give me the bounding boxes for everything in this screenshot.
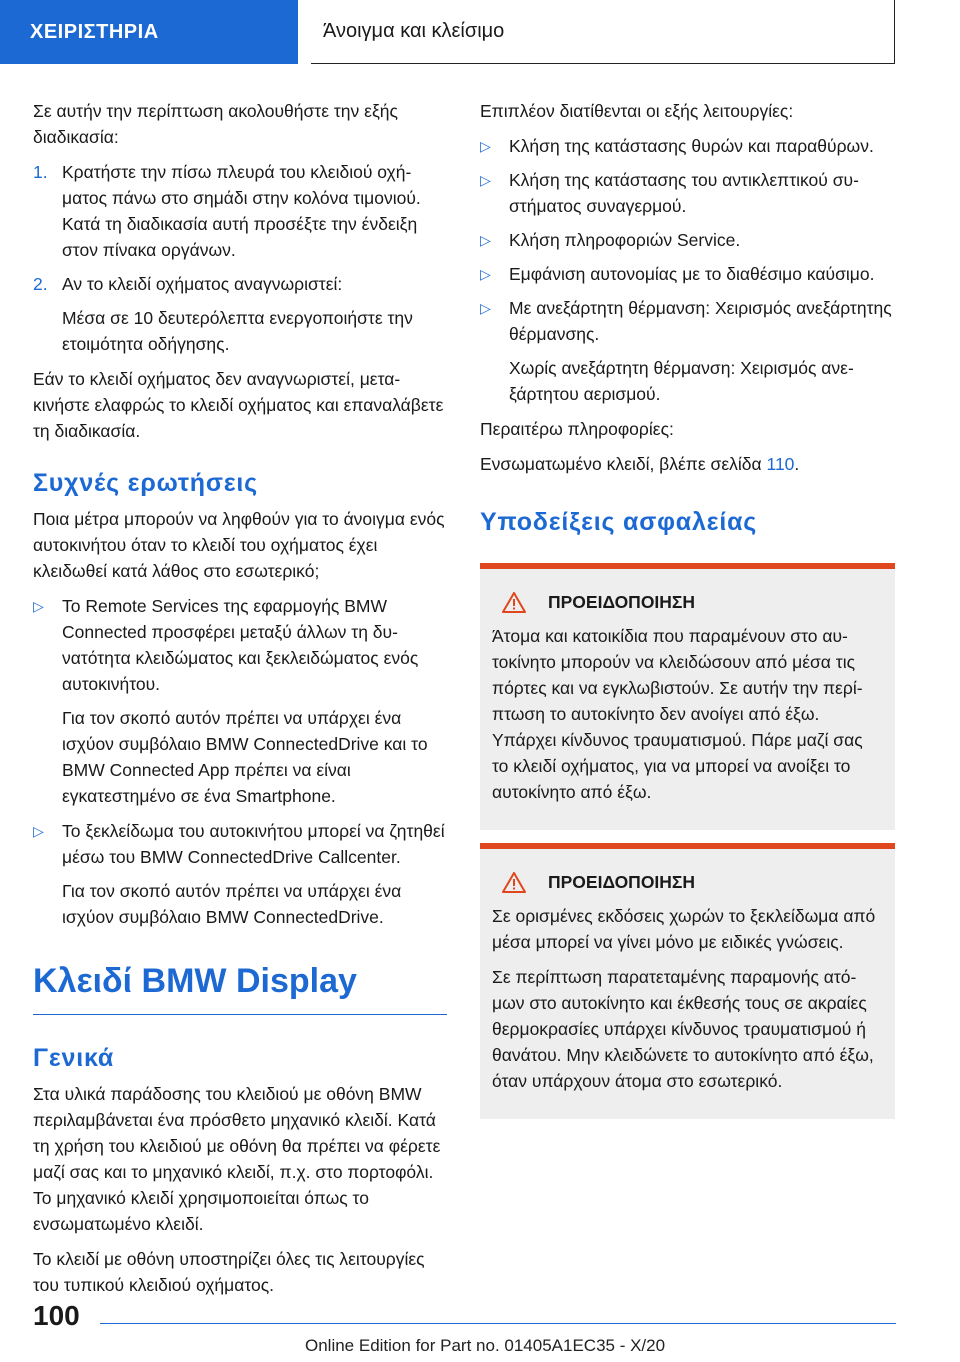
feature-bullet xyxy=(480,167,895,219)
feature-bullet xyxy=(480,227,895,253)
bullet-text: Εμφάνιση αυτονομίας με το διαθέσιμο καύσιμο. xyxy=(509,264,875,284)
general-paragraph-2: Το κλειδί με οθόνη υποστηρίζει όλες τις λειτουργίες του τυπικού κλειδιού οχήματος. xyxy=(33,1249,425,1295)
triangle-right-icon: ▷ xyxy=(33,598,44,614)
warning-title: ΠΡΟΕΙΔΟΠΟΙΗΣΗ xyxy=(548,592,696,612)
step-2 xyxy=(33,271,447,297)
online-edition-text: Online Edition for Part no. 01405A1EC35 - X/20 xyxy=(305,1336,666,1355)
feature-bullet xyxy=(480,261,895,287)
step-number: 1. xyxy=(33,162,48,182)
more-info-text: Ενσωματωμένο κλειδί, βλέπε σελίδα xyxy=(480,454,767,474)
warning-text: Σε περίπτωση παρατεταμένης παραμονής ατόμων στο αυτοκίνητο και έκθεσής τους σε ακραίες θερμοκρασίες υπάρχει κίνδυνος τραυματισμού ή θανάτου. Μην κλειδώνετε το αυτοκίνητο από έξω, όταν υπάρχουν άτομα στο εσωτερικό. xyxy=(492,967,874,1091)
footer-rule xyxy=(100,1323,896,1324)
more-info-end: . xyxy=(794,454,800,474)
fallback-text: Εάν το κλειδί οχήματος δεν αναγνωριστεί, μετακινήστε ελαφρώς το κλειδί οχήματος και επαναλάβετε τη διαδικασία. xyxy=(33,369,444,441)
heading-rule xyxy=(33,1014,447,1015)
warning-triangle-icon xyxy=(502,592,526,613)
chapter-title: Άνοιγμα και κλείσιμο xyxy=(323,20,505,42)
warning-title-row xyxy=(492,869,883,895)
page-number: 100 xyxy=(33,1300,80,1331)
feature-bullet xyxy=(480,295,895,347)
triangle-right-icon: ▷ xyxy=(480,232,491,248)
warning-box xyxy=(480,563,895,830)
step-text: Κρατήστε την πίσω πλευρά του κλειδιού οχήματος πάνω στο σημάδι στην κολόνα τιμονιού. Κατά τη διαδικασία αυτή προσέξτε την ένδειξη στον πίνακα οργάνων. xyxy=(62,162,421,260)
bullet-detail: Για τον σκοπό αυτόν πρέπει να υπάρχει ένα ισχύον συμβόλαιο BMW ConnectedDrive και το BMW Connected App πρέπει να είναι εγκατεστημένο σε ένα Smartphone. xyxy=(62,708,428,806)
step-number: 2. xyxy=(33,274,48,294)
warning-text: Σε ορισμένες εκδόσεις χωρών το ξεκλείδωμα από μέσα μπορεί να γίνει μόνο με ειδικές γνώσεις. xyxy=(492,906,876,952)
faq-heading: Συχνές ερωτήσεις xyxy=(33,469,258,497)
intro-text: Σε αυτήν την περίπτωση ακολουθήστε την εξής διαδικασία: xyxy=(33,101,398,147)
display-key-heading: Κλειδί BMW Display xyxy=(33,962,357,1000)
step-1 xyxy=(33,159,447,263)
triangle-right-icon: ▷ xyxy=(480,300,491,316)
features-intro: Επιπλέον διατίθενται οι εξής λειτουργίες: xyxy=(480,101,794,121)
warning-text: Άτομα και κατοικίδια που παραμένουν στο αυτοκίνητο μπορούν να κλειδώσουν από μέσα τις πόρτες και να εγκλωβιστούν. Σε αυτήν την περίπτωση το αυτοκίνητο δεν ανοίγει από έξω. Υπάρχει κίνδυνος τραυματισμού. Πάρε μαζί σας το κλειδί οχήματος, για να μπορεί να ανοίξει το αυτοκίνητο από έξω. xyxy=(492,626,863,802)
bullet-detail: Χωρίς ανεξάρτητη θέρμανση: Χειρισμός ανεξάρτητου αερισμού. xyxy=(509,358,854,404)
more-info-line xyxy=(480,451,895,477)
bullet-text: Το Remote Services της εφαρμογής BMW Connected προσφέρει μεταξύ άλλων τη δυνατότητα κλειδώματος και ξεκλειδώματος ενός αυτοκινήτου. xyxy=(62,596,419,694)
triangle-right-icon: ▷ xyxy=(480,266,491,282)
section-title: ΧΕΙΡΙΣΤΗΡΙΑ xyxy=(30,20,159,43)
bullet-detail: Για τον σκοπό αυτόν πρέπει να υπάρχει ένα ισχύον συμβόλαιο BMW ConnectedDrive. xyxy=(62,881,402,927)
warning-title-row xyxy=(492,589,883,615)
faq-bullet xyxy=(33,593,447,697)
right-column xyxy=(480,98,895,1119)
general-paragraph-1: Στα υλικά παράδοσης του κλειδιού με οθόνη BMW περιλαμβάνεται ένα πρόσθετο μηχανικό κλειδί. Κατά τη χρήση του κλειδιού με οθόνη θα πρέπει να φέρετε μαζί σας και το μηχανικό κλειδί, π.χ. στο πορτοφόλι. Το μηχανικό κλειδί χρησιμοποιείται όπως το ενσωματωμένο κλειδί. xyxy=(33,1084,441,1234)
safety-heading: Υποδείξεις ασφαλείας xyxy=(480,508,758,536)
triangle-right-icon: ▷ xyxy=(480,172,491,188)
section-tab xyxy=(0,0,298,64)
general-heading: Γενικά xyxy=(33,1044,115,1072)
chapter-header xyxy=(311,0,895,64)
triangle-right-icon: ▷ xyxy=(33,823,44,839)
more-info-label: Περαιτέρω πληροφορίες: xyxy=(480,419,674,439)
bullet-text: Με ανεξάρτητη θέρμανση: Χειρισμός ανεξάρτητης θέρμανσης. xyxy=(509,298,892,344)
step-2-detail: Μέσα σε 10 δευτερόλεπτα ενεργοποιήστε την ετοιμότητα οδήγησης. xyxy=(62,308,413,354)
step-text: Αν το κλειδί οχήματος αναγνωριστεί: xyxy=(62,274,343,294)
warning-title: ΠΡΟΕΙΔΟΠΟΙΗΣΗ xyxy=(548,872,696,892)
bullet-text: Κλήση πληροφοριών Service. xyxy=(509,230,741,250)
warning-triangle-icon xyxy=(502,872,526,893)
bullet-text: Το ξεκλείδωμα του αυτοκινήτου μπορεί να ζητηθεί μέσω του BMW ConnectedDrive Callcenter. xyxy=(62,821,445,867)
bullet-text: Κλήση της κατάστασης θυρών και παραθύρων. xyxy=(509,136,874,156)
footer-edition xyxy=(305,1336,665,1356)
bullet-text: Κλήση της κατάστασης του αντικλεπτικού συστήματος συναγερμού. xyxy=(509,170,859,216)
triangle-right-icon: ▷ xyxy=(480,138,491,154)
feature-bullet xyxy=(480,133,895,159)
faq-question: Ποια μέτρα μπορούν να ληφθούν για το άνοιγμα ενός αυτοκινήτου όταν το κλειδί του οχήματος έχει κλειδωθεί κατά λάθος στο εσωτερικό; xyxy=(33,509,445,581)
page-link[interactable]: 110 xyxy=(766,454,795,474)
warning-box xyxy=(480,843,895,1119)
left-column xyxy=(33,98,447,1307)
faq-bullet xyxy=(33,818,447,870)
